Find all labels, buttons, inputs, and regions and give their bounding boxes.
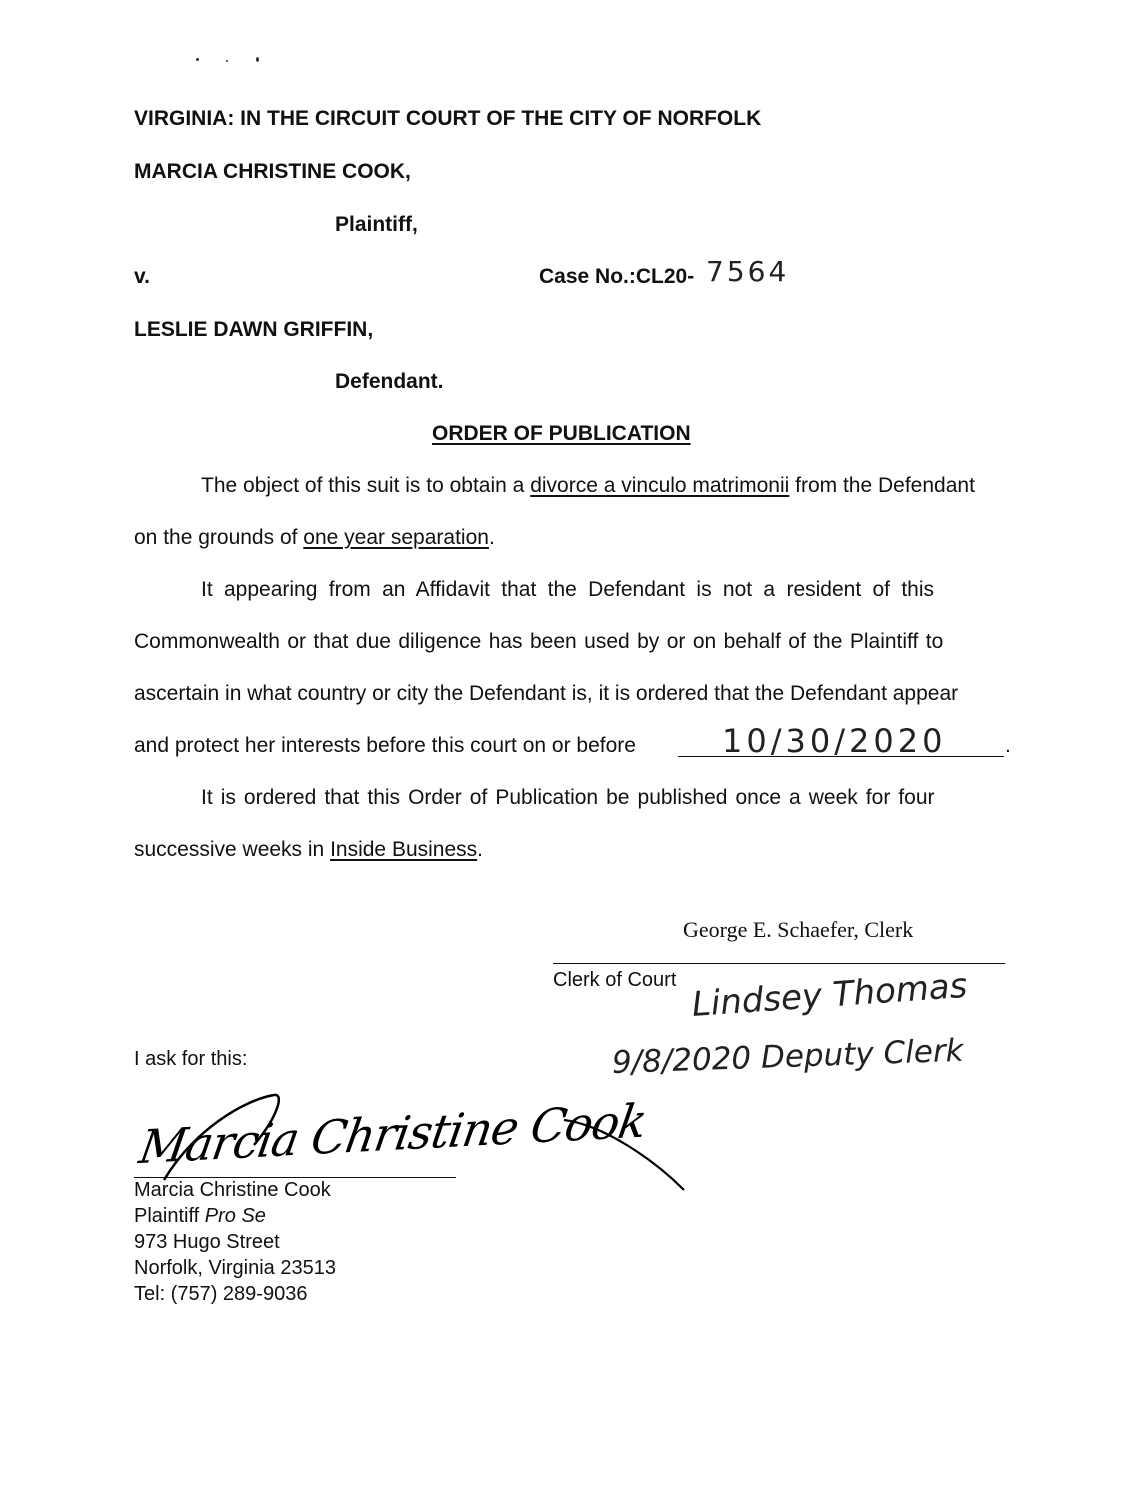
scan-speck xyxy=(226,60,228,62)
plaintiff-name: MARCIA CHRISTINE COOK, xyxy=(134,160,411,183)
paragraph-1-line-1 xyxy=(201,474,975,498)
defendant-role: Defendant. xyxy=(335,370,444,393)
ask-for-this-label: I ask for this: xyxy=(134,1048,248,1070)
paragraph-2-end: . xyxy=(1005,734,1011,757)
p1-text-end: from the Defendant xyxy=(789,474,975,497)
appearance-date-handwritten: 10/30/2020 xyxy=(722,722,947,760)
court-heading: VIRGINIA: IN THE CIRCUIT COURT OF THE CITY OF NORFOLK xyxy=(134,107,762,130)
p3-publication: Inside Business xyxy=(330,838,478,861)
p1-relief: divorce a vinculo matrimonii xyxy=(530,474,790,497)
defendant-name: LESLIE DAWN GRIFFIN, xyxy=(134,318,374,341)
p1-text: The object of this suit is to obtain a xyxy=(201,474,531,497)
scan-speck xyxy=(256,57,259,62)
p3-text-end: . xyxy=(477,838,484,861)
capacity-italic: Pro Se xyxy=(204,1205,266,1227)
paragraph-1-line-2 xyxy=(134,526,495,550)
plaintiff-printed-name: Marcia Christine Cook xyxy=(134,1179,331,1201)
clerk-signature-line xyxy=(553,963,1005,964)
paragraph-2-line-4: and protect her interests before this court on or before xyxy=(134,734,636,757)
capacity-text: Plaintiff xyxy=(134,1205,205,1227)
scan-speck xyxy=(196,58,199,61)
deputy-clerk-handwritten-date: 9/8/2020 Deputy Clerk xyxy=(611,1032,965,1081)
case-number-handwritten: 7564 xyxy=(706,255,790,288)
plaintiff-capacity xyxy=(134,1203,266,1229)
p3-text: successive weeks in xyxy=(134,838,331,861)
plaintiff-signature: Marcia Christine Cook xyxy=(135,1093,650,1175)
clerk-stamp: George E. Schaefer, Clerk xyxy=(683,917,914,942)
paragraph-2-line-2: Commonwealth or that due diligence has been used by or on behalf of the Plaintiff to xyxy=(134,630,944,653)
plaintiff-phone: Tel: (757) 289-9036 xyxy=(134,1283,308,1305)
p1-grounds-text: on the grounds of xyxy=(134,526,304,549)
document-title: ORDER OF PUBLICATION xyxy=(432,422,691,445)
paragraph-3-line-1: It is ordered that this Order of Publication be published once a week for four xyxy=(201,786,935,809)
paragraph-2-line-3: ascertain in what country or city the Defendant is, it is ordered that the Defendant appear xyxy=(134,682,959,705)
paragraph-3-line-2 xyxy=(134,838,483,862)
clerk-label: Clerk of Court xyxy=(553,969,677,991)
p1-grounds: one year separation xyxy=(303,526,489,549)
p1-grounds-end: . xyxy=(488,526,495,549)
paragraph-2-line-1: It appearing from an Affidavit that the Defendant is not a resident of this xyxy=(201,578,935,601)
plaintiff-city: Norfolk, Virginia 23513 xyxy=(134,1257,336,1279)
plaintiff-street: 973 Hugo Street xyxy=(134,1231,280,1253)
case-number-label: Case No.:CL20- xyxy=(539,265,695,288)
plaintiff-role: Plaintiff, xyxy=(335,213,418,236)
deputy-clerk-handwritten-name: Lindsey Thomas xyxy=(690,965,969,1025)
versus: v. xyxy=(134,265,150,288)
